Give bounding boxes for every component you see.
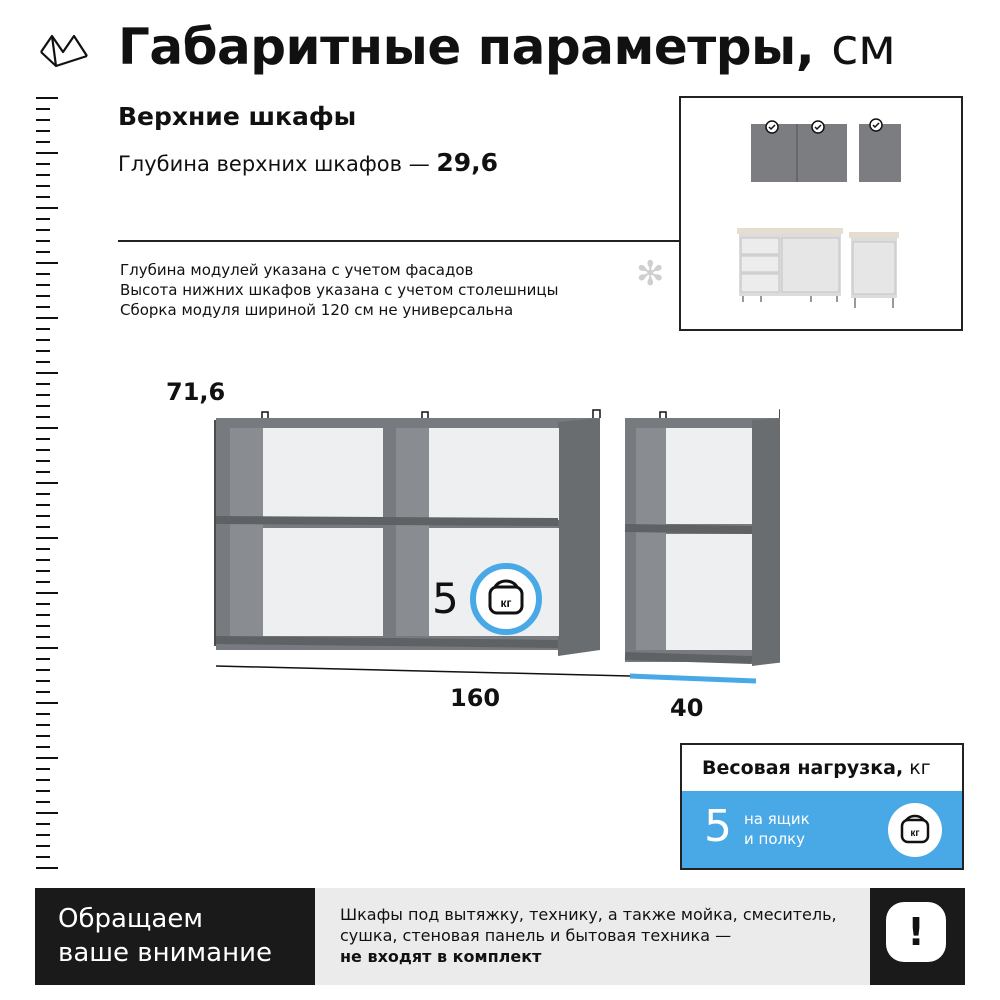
weight-load-unit: кг — [909, 757, 931, 779]
section-title: Верхние шкафы — [118, 102, 357, 131]
side-ruler — [36, 96, 60, 871]
title-unit: см — [831, 18, 896, 76]
height-dimension: 71,6 — [166, 378, 226, 406]
kitchen-preview — [679, 96, 963, 331]
notes-list — [120, 260, 558, 320]
depth-value: 29,6 — [436, 148, 499, 177]
upper-cabinet-40 — [625, 410, 780, 666]
weight-load-title: Весовая нагрузка, — [702, 757, 904, 779]
cabinet-drawing — [200, 400, 780, 700]
width-dimension-side: 40 — [670, 694, 704, 722]
weight-load-description: на ящик и полку — [744, 810, 810, 848]
note-item: Глубина модулей указана с учетом фасадов — [120, 261, 474, 279]
check-icon — [870, 119, 882, 131]
note-item: Сборка модуля шириной 120 см не универсальна — [120, 301, 514, 319]
attention-heading: Обращаем ваше внимание — [35, 888, 315, 985]
check-icon — [812, 121, 824, 133]
weight-load-panel — [680, 743, 964, 870]
width-dimension-main: 160 — [450, 684, 501, 712]
weight-load-header — [682, 745, 962, 791]
weight-icon — [470, 563, 542, 635]
depth-info — [118, 148, 498, 177]
weight-icon-unit: кг — [910, 828, 920, 839]
weight-icon — [886, 801, 944, 859]
shelf-load-value: 5 — [432, 574, 459, 623]
alert-panel — [870, 888, 965, 985]
attention-banner — [35, 888, 965, 985]
check-icon — [766, 121, 778, 133]
logo-icon — [38, 30, 90, 70]
kitchen-preview-image — [681, 98, 961, 329]
alert-icon: ! — [886, 902, 946, 962]
weight-load-body — [682, 791, 962, 868]
weight-load-value: 5 — [704, 801, 732, 852]
upper-cabinet-160 — [216, 410, 600, 656]
divider — [118, 240, 680, 242]
page-title: Габаритные параметры, см — [118, 18, 896, 76]
depth-label: Глубина верхних шкафов — — [118, 152, 430, 176]
attention-text: Шкафы под вытяжку, технику, а также мойка, смеситель, сушка, стеновая панель и бытовая техника — не входят в комплект — [340, 905, 837, 966]
note-item: Высота нижних шкафов указана с учетом столешницы — [120, 281, 559, 299]
asterisk-icon: ✻ — [636, 254, 665, 294]
weight-icon-unit: кг — [500, 596, 512, 610]
